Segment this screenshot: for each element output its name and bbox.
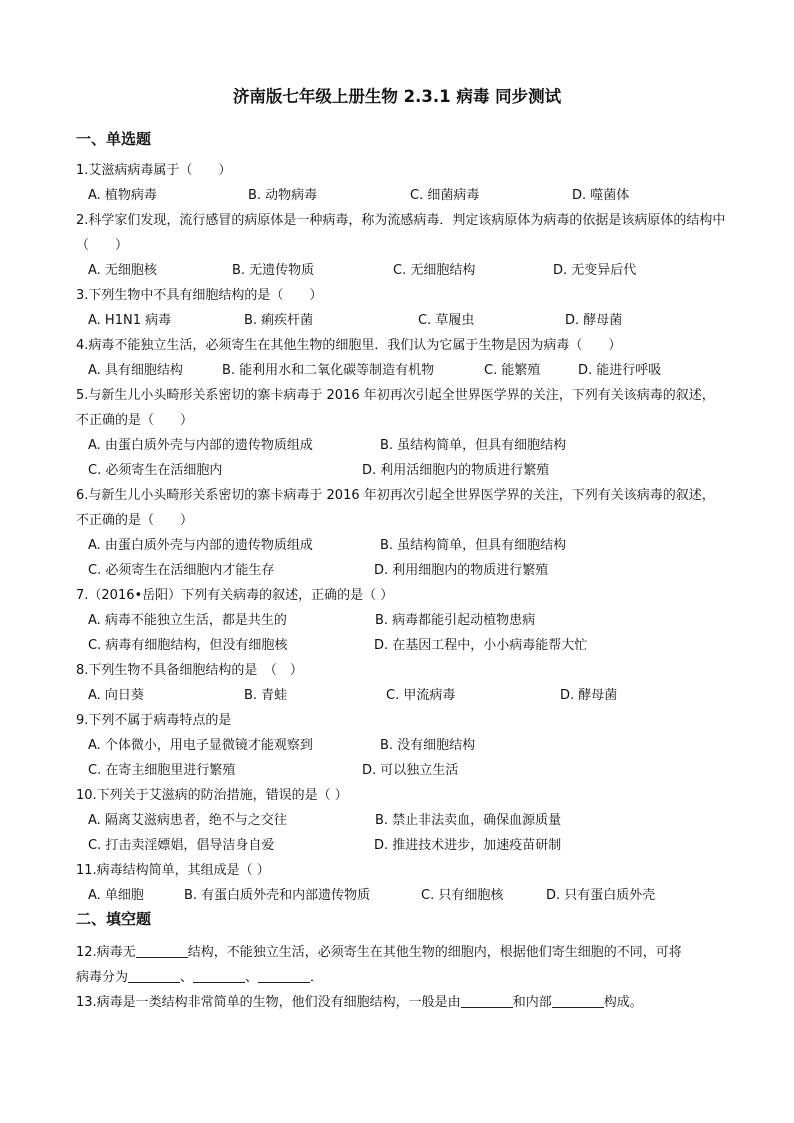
- option: A. 具有细胞结构: [88, 363, 183, 378]
- question-10-options-row-2: [88, 833, 748, 858]
- answer-blank[interactable]: [128, 968, 180, 983]
- question-9: 9.下列不属于病毒特点的是: [76, 713, 232, 728]
- option: D. 能进行呼吸: [578, 363, 662, 378]
- option: C. 病毒有细胞结构，但没有细胞核: [88, 638, 288, 653]
- option: B. 青蛙: [244, 688, 288, 703]
- question-3: 3.下列生物中不具有细胞结构的是（ ）: [76, 288, 323, 303]
- page-title: 济南版七年级上册生物 2.3.1 病毒 同步测试: [232, 87, 562, 106]
- option: B. 动物病毒: [248, 188, 318, 203]
- option: A. 隔离艾滋病患者，绝不与之交往: [88, 813, 287, 828]
- question-text: 构成。: [603, 995, 643, 1010]
- answer-blank[interactable]: [552, 993, 604, 1008]
- option: A. 无细胞核: [88, 263, 157, 278]
- question-7-options-row-1: [88, 608, 748, 633]
- option: C. 无细胞结构: [393, 263, 476, 278]
- option: D. 可以独立生活: [362, 763, 459, 778]
- question-6: 6.与新生儿小头畸形关系密切的寨卡病毒于 2016 年初再次引起全世界医学界的关注，下列有关该病毒的叙述，不正确的是（ ）: [76, 488, 715, 528]
- option: D. 噬菌体: [572, 188, 630, 203]
- option: D. 只有蛋白质外壳: [546, 888, 656, 903]
- question-11: 11.病毒结构简单，其组成是（ ）: [76, 863, 270, 878]
- question-9-options-row-2: [88, 758, 748, 783]
- answer-blank[interactable]: [136, 943, 188, 958]
- option: A. 个体微小，用电子显微镜才能观察到: [88, 738, 313, 753]
- question-6-options-row-1: [88, 533, 748, 558]
- option: C. 必须寄生在活细胞内才能生存: [88, 563, 275, 578]
- option: C. 能繁殖: [484, 363, 541, 378]
- option: C. 只有细胞核: [421, 888, 504, 903]
- section-heading-fill-in: 二、填空题: [76, 910, 152, 928]
- question-1-options: [88, 183, 748, 208]
- question-12: [76, 940, 726, 990]
- question-7-options-row-2: [88, 633, 748, 658]
- option: A. 由蛋白质外壳与内部的遗传物质组成: [88, 438, 313, 453]
- question-7: 7.（2016•岳阳）下列有关病毒的叙述，正确的是（ ）: [76, 588, 394, 603]
- question-10-options-row-1: [88, 808, 748, 833]
- question-5-options-row-2: [88, 458, 748, 483]
- option: C. 甲流病毒: [386, 688, 456, 703]
- option: A. H1N1 病毒: [88, 313, 172, 328]
- question-8: 8.下列生物不具备细胞结构的是 （ ）: [76, 663, 303, 678]
- question-13: [76, 990, 726, 1015]
- answer-blank[interactable]: [258, 968, 310, 983]
- option: C. 草履虫: [418, 313, 475, 328]
- option: B. 无遗传物质: [232, 263, 315, 278]
- option: C. 必须寄生在活细胞内: [88, 463, 223, 478]
- question-text: 和内部: [512, 995, 552, 1010]
- question-4-options: [88, 358, 748, 383]
- option: B. 没有细胞结构: [380, 738, 476, 753]
- section-heading-single-choice: 一、单选题: [76, 130, 152, 148]
- question-text: 病毒分为: [76, 970, 129, 985]
- question-5-options-row-1: [88, 433, 748, 458]
- option: D. 利用活细胞内的物质进行繁殖: [362, 463, 550, 478]
- option: C. 在寄主细胞里进行繁殖: [88, 763, 236, 778]
- option: B. 虽结构简单，但具有细胞结构: [380, 538, 567, 553]
- question-text: 13.病毒是一类结构非常简单的生物，他们没有细胞结构，一般是由: [76, 995, 461, 1010]
- question-text: 、: [180, 970, 194, 985]
- question-6-options-row-2: [88, 558, 748, 583]
- question-3-options: [88, 308, 748, 333]
- option: A. 植物病毒: [88, 188, 157, 203]
- option: A. 向日葵: [88, 688, 144, 703]
- option: B. 能利用水和二氧化碳等制造有机物: [222, 363, 435, 378]
- question-4: 4.病毒不能独立生活，必须寄生在其他生物的细胞里．我们认为它属于生物是因为病毒（ ）: [76, 338, 622, 353]
- answer-blank[interactable]: [461, 993, 513, 1008]
- question-text: 12.病毒无: [76, 945, 136, 960]
- question-text: 结构，不能独立生活，必须寄生在其他生物的细胞内，根据他们寄生细胞的不同，可将: [187, 945, 682, 960]
- question-10: 10.下列关于艾滋病的防治措施，错误的是（ ）: [76, 788, 348, 803]
- option: D. 酵母菌: [565, 313, 623, 328]
- question-8-options: [88, 683, 748, 708]
- question-text: 、: [245, 970, 259, 985]
- option: A. 病毒不能独立生活，都是共生的: [88, 613, 287, 628]
- question-11-options: [88, 883, 748, 908]
- question-5: 5.与新生儿小头畸形关系密切的寨卡病毒于 2016 年初再次引起全世界医学界的关注，下列有关该病毒的叙述，不正确的是（ ）: [76, 388, 715, 428]
- option: B. 痢疾杆菌: [244, 313, 314, 328]
- option: D. 推进技术进步，加速疫苗研制: [374, 838, 562, 853]
- question-text: ．: [310, 970, 324, 985]
- option: C. 细菌病毒: [410, 188, 480, 203]
- option: D. 无变异后代: [553, 263, 637, 278]
- question-9-options-row-1: [88, 733, 748, 758]
- option: B. 有蛋白质外壳和内部遗传物质: [184, 888, 371, 903]
- option: B. 病毒都能引起动植物患病: [375, 613, 536, 628]
- option: C. 打击卖淫嫖娼，倡导洁身自爱: [88, 838, 275, 853]
- question-2: 2.科学家们发现，流行感冒的病原体是一种病毒，称为流感病毒．判定该病原体为病毒的依据是该病原体的结构中（ ）: [76, 213, 726, 253]
- answer-blank[interactable]: [193, 968, 245, 983]
- question-2-options: [88, 258, 748, 283]
- option: B. 虽结构简单，但具有细胞结构: [380, 438, 567, 453]
- option: D. 在基因工程中，小小病毒能帮大忙: [374, 638, 588, 653]
- option: A. 单细胞: [88, 888, 144, 903]
- option: A. 由蛋白质外壳与内部的遗传物质组成: [88, 538, 313, 553]
- question-1: 1.艾滋病病毒属于（ ）: [76, 163, 232, 178]
- option: B. 禁止非法卖血，确保血源质量: [375, 813, 562, 828]
- option: D. 酵母菌: [560, 688, 618, 703]
- option: D. 利用细胞内的物质进行繁殖: [374, 563, 549, 578]
